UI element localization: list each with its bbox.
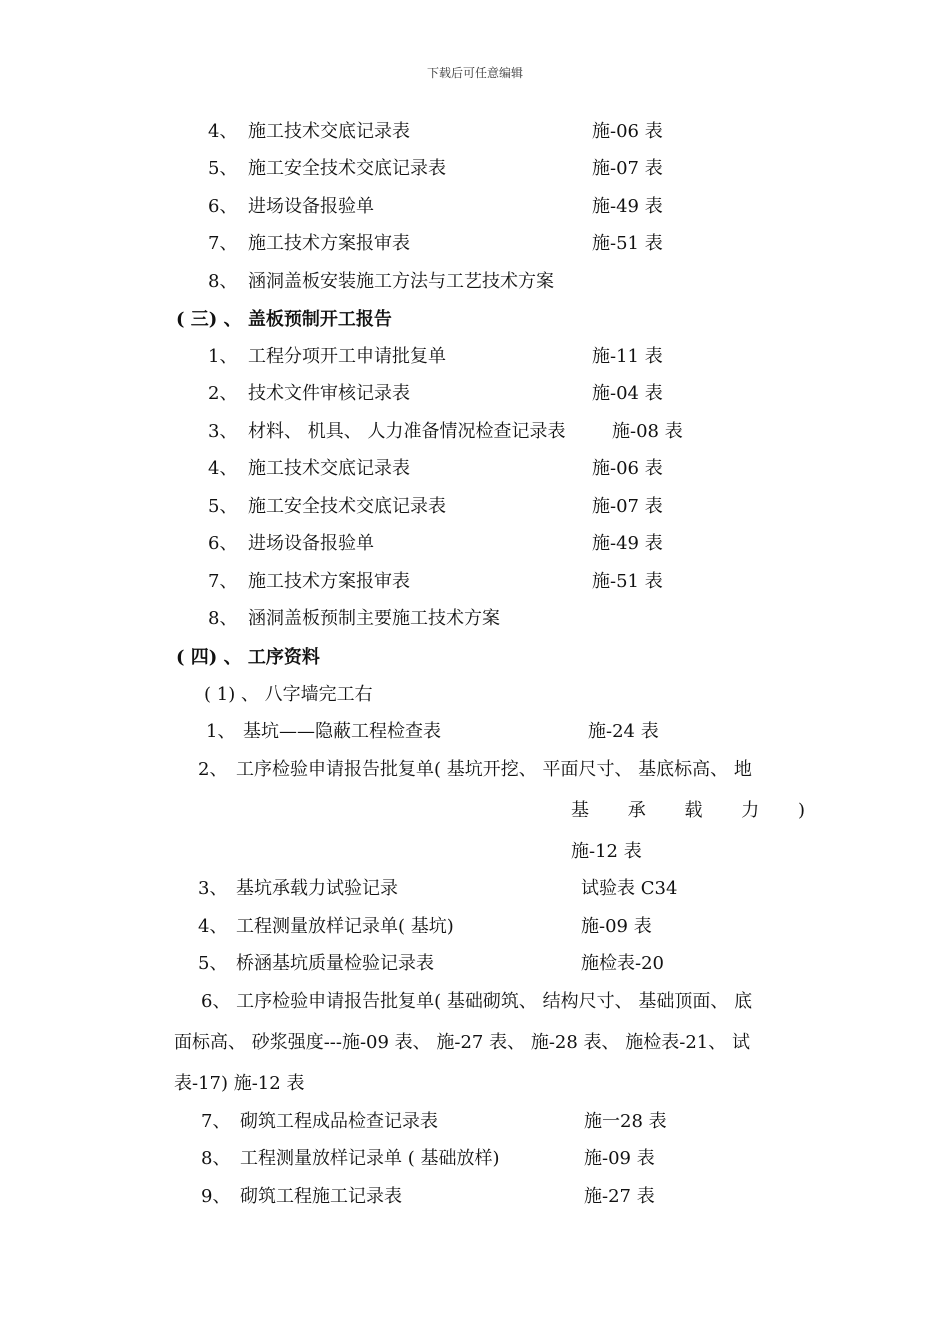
paragraph-line: 表-17) 施-12 表 — [174, 1073, 305, 1094]
item-code: 施-06 表 — [592, 458, 663, 479]
item-number: 2、 — [198, 759, 228, 780]
item-name: 涵洞盖板预制主要施工技术方案 — [248, 608, 500, 629]
item-name: 砌筑工程成品检查记录表 — [240, 1111, 438, 1132]
item-code: 施-49 表 — [592, 196, 663, 217]
item-name: 工程测量放样记录单 ( 基础放样) — [240, 1148, 500, 1169]
item-code: 施-08 表 — [612, 421, 683, 442]
item-number: 1、 — [206, 721, 236, 742]
item-number: 4、 — [208, 458, 238, 479]
item-code: 施-04 表 — [592, 383, 663, 404]
paragraph-line: 面标高、 砂浆强度---施-09 表、 施-27 表、 施-28 表、 施检表-21、 试 — [174, 1032, 750, 1053]
item-number: 5、 — [198, 953, 228, 974]
item-number: 7、 — [201, 1111, 231, 1132]
item-number: 6、 — [208, 196, 238, 217]
item-name: 基坑承载力试验记录 — [236, 878, 398, 899]
item-code: 施-49 表 — [592, 533, 663, 554]
item-number: 4、 — [198, 916, 228, 937]
item-name: 进场设备报验单 — [248, 196, 374, 217]
item-name: 施工安全技术交底记录表 — [248, 496, 446, 517]
item-name: 施工技术交底记录表 — [248, 121, 410, 142]
item-name: 施工技术方案报审表 — [248, 233, 410, 254]
item-name: 基坑——隐蔽工程检查表 — [243, 721, 441, 742]
item-number: 5、 — [208, 496, 238, 517]
item-number: 7、 — [208, 233, 238, 254]
item-number: 8、 — [208, 608, 238, 629]
item-number: 1、 — [208, 346, 238, 367]
item-code: 施-27 表 — [584, 1186, 655, 1207]
item-code: 施-51 表 — [592, 571, 663, 592]
item-code: 试验表 C34 — [581, 878, 678, 899]
item-number: 8、 — [201, 1148, 231, 1169]
continuation-char: 载 — [684, 800, 703, 821]
item-name: 涵洞盖板安装施工方法与工艺技术方案 — [248, 271, 554, 292]
item-name: 工程分项开工申请批复单 — [248, 346, 446, 367]
item-continuation — [571, 799, 805, 823]
section-heading: ( 三) 、 盖板预制开工报告 — [176, 309, 392, 330]
item-name: 施工技术方案报审表 — [248, 571, 410, 592]
item-name: 材料、 机具、 人力准备情况检查记录表 — [248, 421, 566, 442]
item-code: 施-11 表 — [592, 346, 663, 367]
item-code: 施-07 表 — [592, 158, 663, 179]
item-code: 施-09 表 — [581, 916, 652, 937]
item-code: 施-24 表 — [588, 721, 659, 742]
item-number: 7、 — [208, 571, 238, 592]
item-name: 进场设备报验单 — [248, 533, 374, 554]
item-code: 施-06 表 — [592, 121, 663, 142]
subsection-heading: ( 1) 、 八字墙完工右 — [204, 684, 373, 705]
item-number: 8、 — [208, 271, 238, 292]
section-heading: ( 四) 、 工序资料 — [176, 647, 320, 668]
item-code: 施-12 表 — [571, 841, 642, 862]
item-code: 施检表-20 — [581, 953, 664, 974]
item-code: 施-51 表 — [592, 233, 663, 254]
item-name: 施工技术交底记录表 — [248, 458, 410, 479]
item-name: 工程测量放样记录单( 基坑) — [236, 916, 454, 937]
continuation-char: 力 — [741, 800, 760, 821]
item-number: 3、 — [198, 878, 228, 899]
page-header: 下载后可任意编辑 — [426, 66, 523, 80]
item-name: 桥涵基坑质量检验记录表 — [236, 953, 434, 974]
item-code: 施-09 表 — [584, 1148, 655, 1169]
continuation-char: 承 — [627, 800, 646, 821]
item-name: 砌筑工程施工记录表 — [240, 1186, 402, 1207]
item-name: 施工安全技术交底记录表 — [248, 158, 446, 179]
item-number: 3、 — [208, 421, 238, 442]
item-code: 施-07 表 — [592, 496, 663, 517]
item-number: 9、 — [201, 1186, 231, 1207]
item-number: 6、 — [208, 533, 238, 554]
item-number: 5、 — [208, 158, 238, 179]
item-name: 工序检验申请报告批复单( 基坑开挖、 平面尺寸、 基底标高、 地 — [236, 759, 752, 780]
continuation-char: 基 — [571, 800, 589, 821]
paragraph-line: 6、 工序检验申请报告批复单( 基础砌筑、 结构尺寸、 基础顶面、 底 — [201, 991, 753, 1012]
continuation-char: ) — [797, 800, 805, 821]
item-number: 2、 — [208, 383, 238, 404]
item-name: 技术文件审核记录表 — [248, 383, 410, 404]
item-code: 施一28 表 — [584, 1111, 667, 1132]
item-number: 4、 — [208, 121, 238, 142]
